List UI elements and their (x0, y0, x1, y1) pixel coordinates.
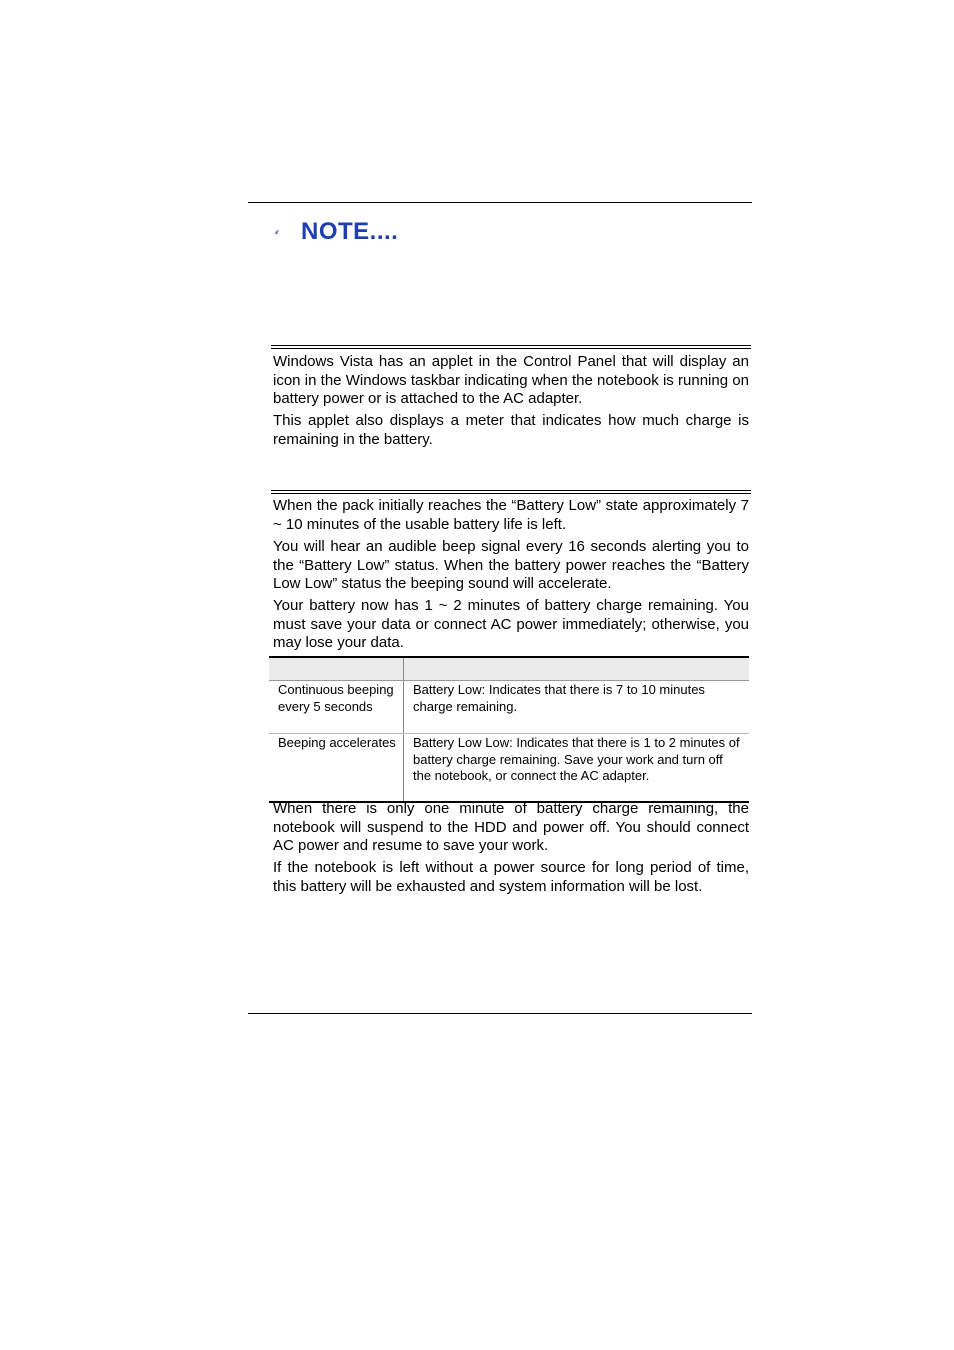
section-rule-battery-low (271, 490, 751, 494)
battery-low-paragraph-1: When the pack initially reaches the “Battery Low” state approximately 7 ~ 10 minutes of the usable battery life is left. (273, 497, 749, 533)
battery-meter-paragraph-2: This applet also displays a meter that indicates how much charge is remaining in the battery. (273, 412, 749, 448)
table-cell-signal: Continuous beeping every 5 seconds (269, 681, 404, 734)
note-quill-icon (274, 218, 304, 246)
after-table-paragraph-1: When there is only one minute of battery charge remaining, the notebook will suspend to the HDD and power off. You should connect AC power and resume to save your work. (273, 800, 749, 854)
table-header-signal (269, 657, 404, 681)
battery-low-paragraph-3: Your battery now has 1 ~ 2 minutes of battery charge remaining. You must save your data or connect AC power immediately; otherwise, you may lose your data. (273, 597, 749, 651)
table-row (269, 681, 749, 734)
beep-signal-table (269, 656, 749, 803)
table-cell-meaning: Battery Low Low: Indicates that there is 1 to 2 minutes of battery charge remaining. Save your work and turn off the notebook, or connect the AC adapter. (404, 734, 750, 803)
table-cell-meaning: Battery Low: Indicates that there is 7 to 10 minutes charge remaining. (404, 681, 750, 734)
footer-rule (248, 1013, 752, 1014)
after-table-paragraph-2: If the notebook is left without a power source for long period of time, this battery will be exhausted and system information will be lost. (273, 859, 749, 895)
table-header-meaning (404, 657, 750, 681)
battery-low-paragraph-2: You will hear an audible beep signal every 16 seconds alerting you to the “Battery Low” status. When the battery power reaches the “Battery Low Low” status the beeping sound will accelerate. (273, 538, 749, 592)
note-heading: NOTE.... (301, 218, 399, 245)
table-header-row (269, 657, 749, 681)
header-rule (248, 202, 752, 203)
battery-meter-paragraph-1: Windows Vista has an applet in the Control Panel that will display an icon in the Windows taskbar indicating when the notebook is running on battery power or is attached to the AC adapter. (273, 353, 749, 407)
table-row (269, 734, 749, 803)
table-cell-signal: Beeping accelerates (269, 734, 404, 803)
section-rule-battery-meter (271, 345, 751, 349)
